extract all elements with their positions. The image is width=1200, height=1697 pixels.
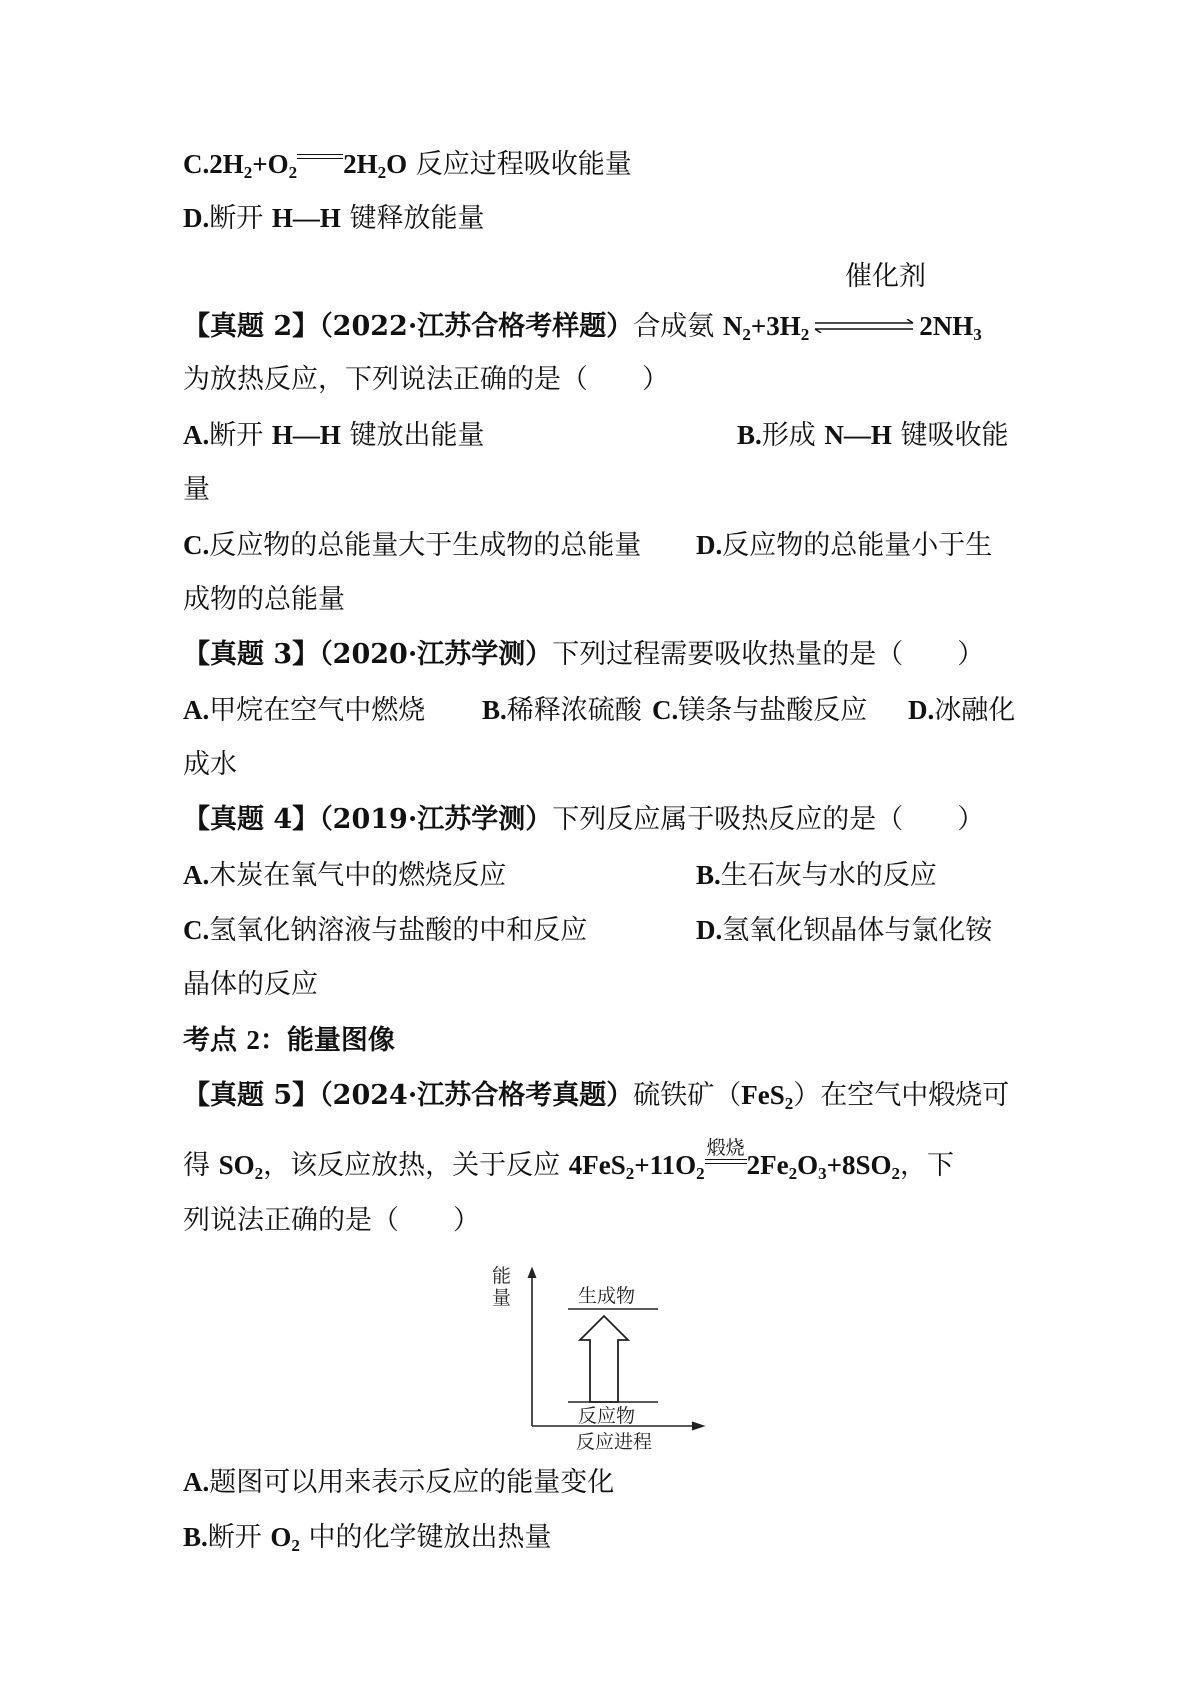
key-point-heading: 考点 2：能量图像 <box>183 1025 395 1056</box>
question-4-option-a: A.木炭在氧气中的燃烧反应 <box>183 860 507 891</box>
question-2-option-c: C.反应物的总能量大于生成物的总能量 <box>183 530 642 561</box>
question-2-option-a: A.断开 H—H 键放出能量 <box>183 420 485 451</box>
y-axis-label-top: 能 <box>492 1265 512 1287</box>
question-4-option-d: D.氢氧化钡晶体与氯化铵 <box>696 915 993 946</box>
top-level-label: 生成物 <box>578 1285 636 1307</box>
calcination-condition: 煅烧 <box>705 1159 747 1164</box>
question-3-option-d-cont: 成水 <box>183 749 237 780</box>
bottom-level-label: 反应物 <box>578 1405 636 1427</box>
question-3-option-a: A.甲烷在空气中燃烧 <box>183 695 426 726</box>
question-5-equation-line: 得 $SO_2$，该反应放热，关于反应 $4FeS_2+11O_2$ 煅烧 $2Fe_2O_3+8SO_2$，下 <box>183 1137 955 1183</box>
catalyst-label: 催化剂 <box>845 261 926 292</box>
question-3-option-c: C.镁条与盐酸反应 <box>652 695 868 726</box>
question-2-option-b-cont: 量 <box>183 474 210 505</box>
option-c-equation: $C.2H_2+O_2$ $2H_2O$ 反应过程吸收能量 <box>183 149 632 182</box>
question-5-option-b: B.断开 $O_2$ 中的化学键放出热量 <box>183 1522 552 1555</box>
question-2-option-d: D.反应物的总能量小于生 <box>696 530 993 561</box>
question-5-option-a: A.题图可以用来表示反应的能量变化 <box>183 1467 615 1498</box>
energy-diagram <box>490 1262 730 1452</box>
equals-sign <box>297 154 343 159</box>
question-4-option-c: C.氢氧化钠溶液与盐酸的中和反应 <box>183 915 588 946</box>
y-axis-label-bottom: 量 <box>492 1287 512 1309</box>
question-2-stem: 为放热反应，下列说法正确的是（ ） <box>183 364 669 395</box>
y-axis <box>528 1268 536 1426</box>
question-2-option-d-cont: 成物的总能量 <box>183 584 345 615</box>
question-5-stem-end: 列说法正确的是（ ） <box>183 1205 480 1236</box>
question-4-header: 【真题 4】（2019·江苏学测）下列反应属于吸热反应的是（ ） <box>183 804 985 835</box>
up-arrow-icon <box>580 1316 628 1402</box>
reversible-arrow-icon <box>809 319 919 333</box>
option-d: D.断开 H—H 键释放能量 <box>183 203 485 234</box>
question-3-option-d: D.冰融化 <box>908 695 1016 726</box>
question-3-option-b: B.稀释浓硫酸 <box>482 695 642 726</box>
question-5-header: 【真题 5】（2024·江苏合格考真题）硫铁矿（FeS$_2$）在空气中煅烧可 <box>183 1080 1010 1113</box>
question-3-header: 【真题 3】（2020·江苏学测）下列过程需要吸收热量的是（ ） <box>183 639 985 670</box>
question-2-header: 【真题 2】（2022·江苏合格考样题）合成氨 $N_2+3H_2$ $2NH_3$ <box>183 311 982 344</box>
question-4-option-d-cont: 晶体的反应 <box>183 969 318 1000</box>
x-axis-label: 反应进程 <box>576 1431 653 1452</box>
question-4-option-b: B.生石灰与水的反应 <box>696 860 937 891</box>
question-2-option-b: B.形成 N—H 键吸收能 <box>737 420 1009 451</box>
